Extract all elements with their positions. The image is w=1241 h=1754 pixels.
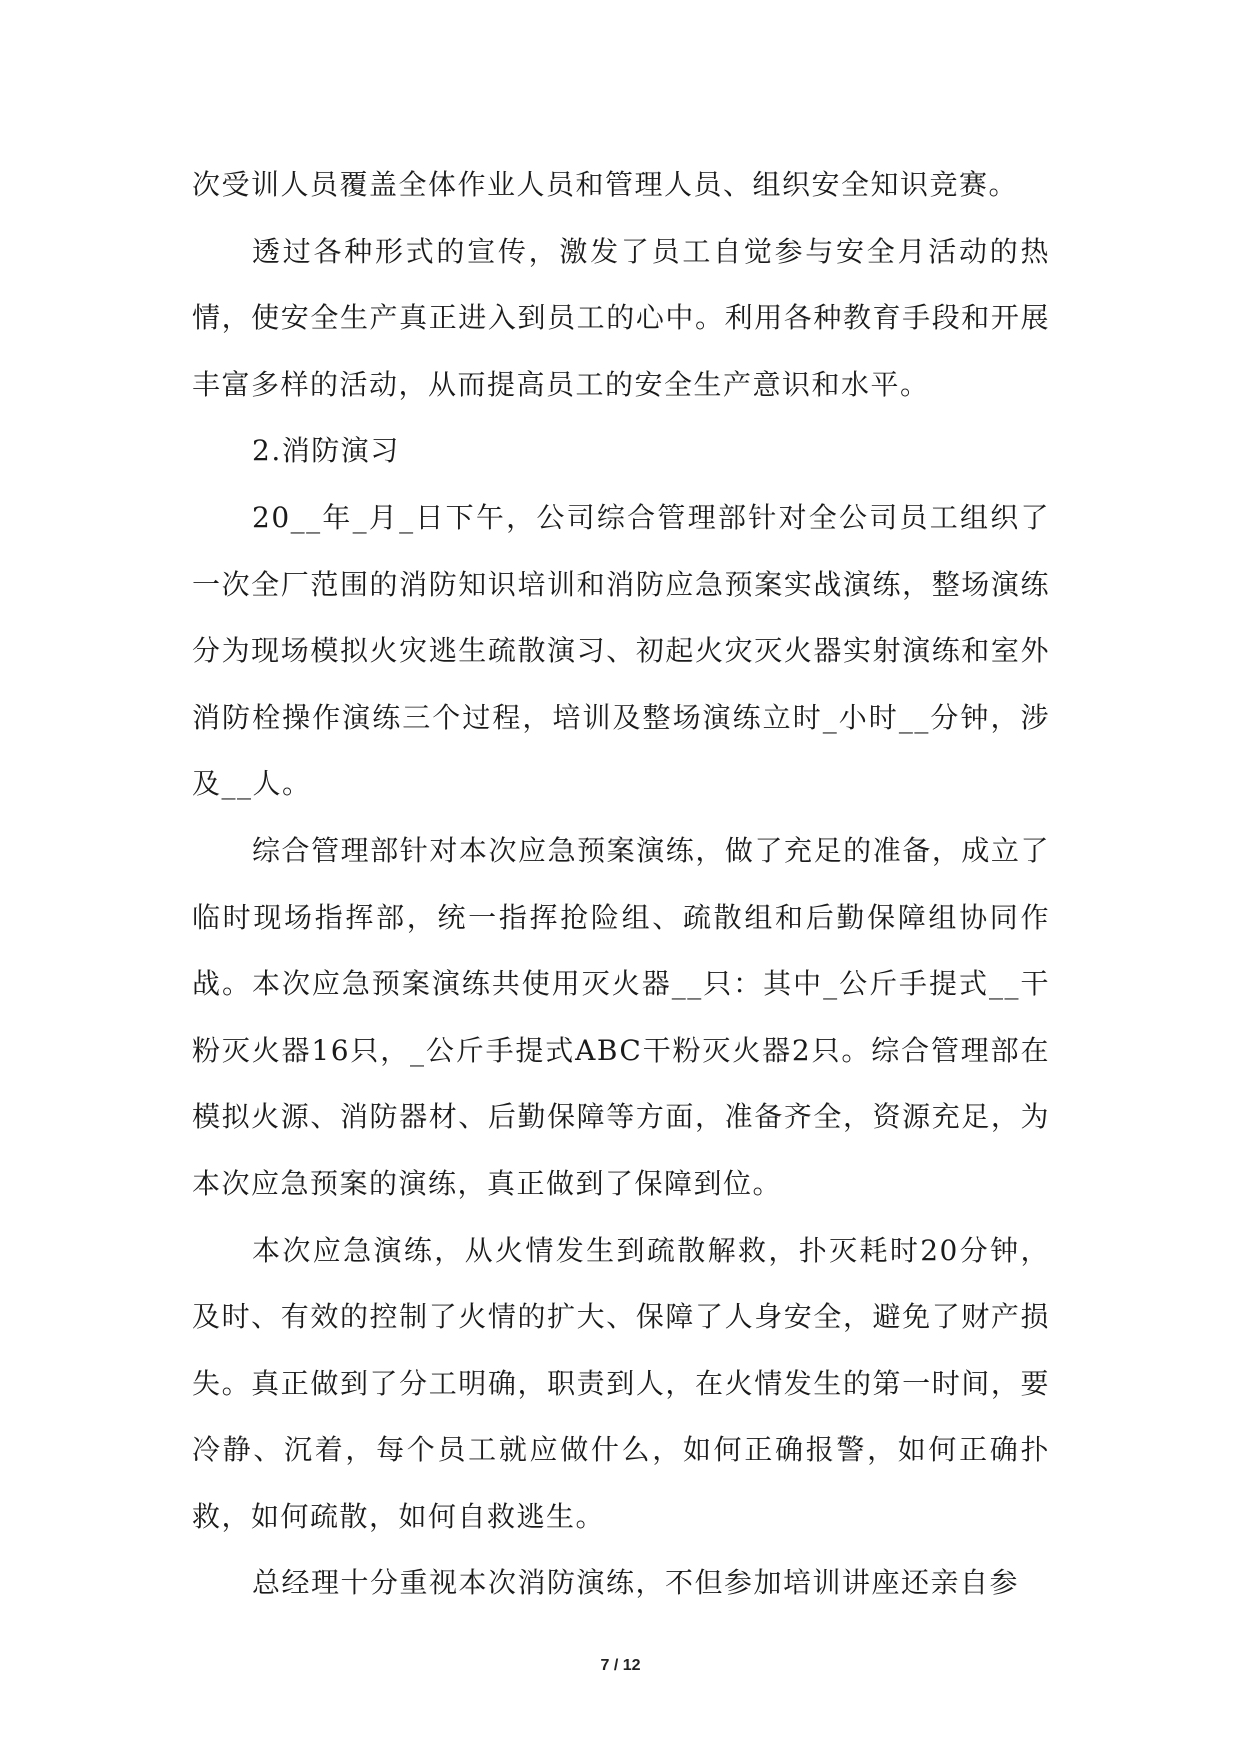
section-heading-fire-drill: 2.消防演习 — [252, 434, 400, 468]
paragraph-drill-result: 本次应急演练，从火情发生到疏散解救，扑灭耗时20分钟，及时、有效的控制了火情的扩大、保障了人身安全，避免了财产损失。真正做到了分工明确，职责到人，在火情发生的第一时间，要冷静、沉着，每个员工就应做什么，如何正确报警，如何正确扑救，如何疏散，如何自救逃生。 — [192, 1233, 1050, 1533]
document-body — [192, 152, 1050, 1617]
paragraph-drill-overview: 20__年_月_日下午，公司综合管理部针对全公司员工组织了一次全厂范围的消防知识培训和消防应急预案实战演练，整场演练分为现场模拟火灾逃生疏散演习、初起火灾灭火器实射演练和室外消防栓操作演练三个过程，培训及整场演练立时_小时__分钟，涉及__人。 — [192, 500, 1050, 801]
page-number: 7 / 12 — [600, 1657, 641, 1674]
paragraph-preparation: 综合管理部针对本次应急预案演练，做了充足的准备，成立了临时现场指挥部，统一指挥抢险组、疏散组和后勤保障组协同作战。本次应急预案演练共使用灭火器__只：其中_公斤手提式__干粉灭火器16只，_公斤手提式ABC干粉灭火器2只。综合管理部在模拟火源、消防器材、后勤保障等方面，准备齐全，资源充足，为本次应急预案的演练，真正做到了保障到位。 — [192, 833, 1050, 1200]
paragraph-continuation: 次受训人员覆盖全体作业人员和管理人员、组织安全知识竞赛。 — [192, 168, 1019, 201]
paragraph-manager: 总经理十分重视本次消防演练，不但参加培训讲座还亲自参 — [252, 1566, 1020, 1600]
paragraph-publicity: 透过各种形式的宣传，激发了员工自觉参与安全月活动的热情，使安全生产真正进入到员工的心中。利用各种教育手段和开展丰富多样的活动，从而提高员工的安全生产意识和水平。 — [192, 234, 1050, 401]
